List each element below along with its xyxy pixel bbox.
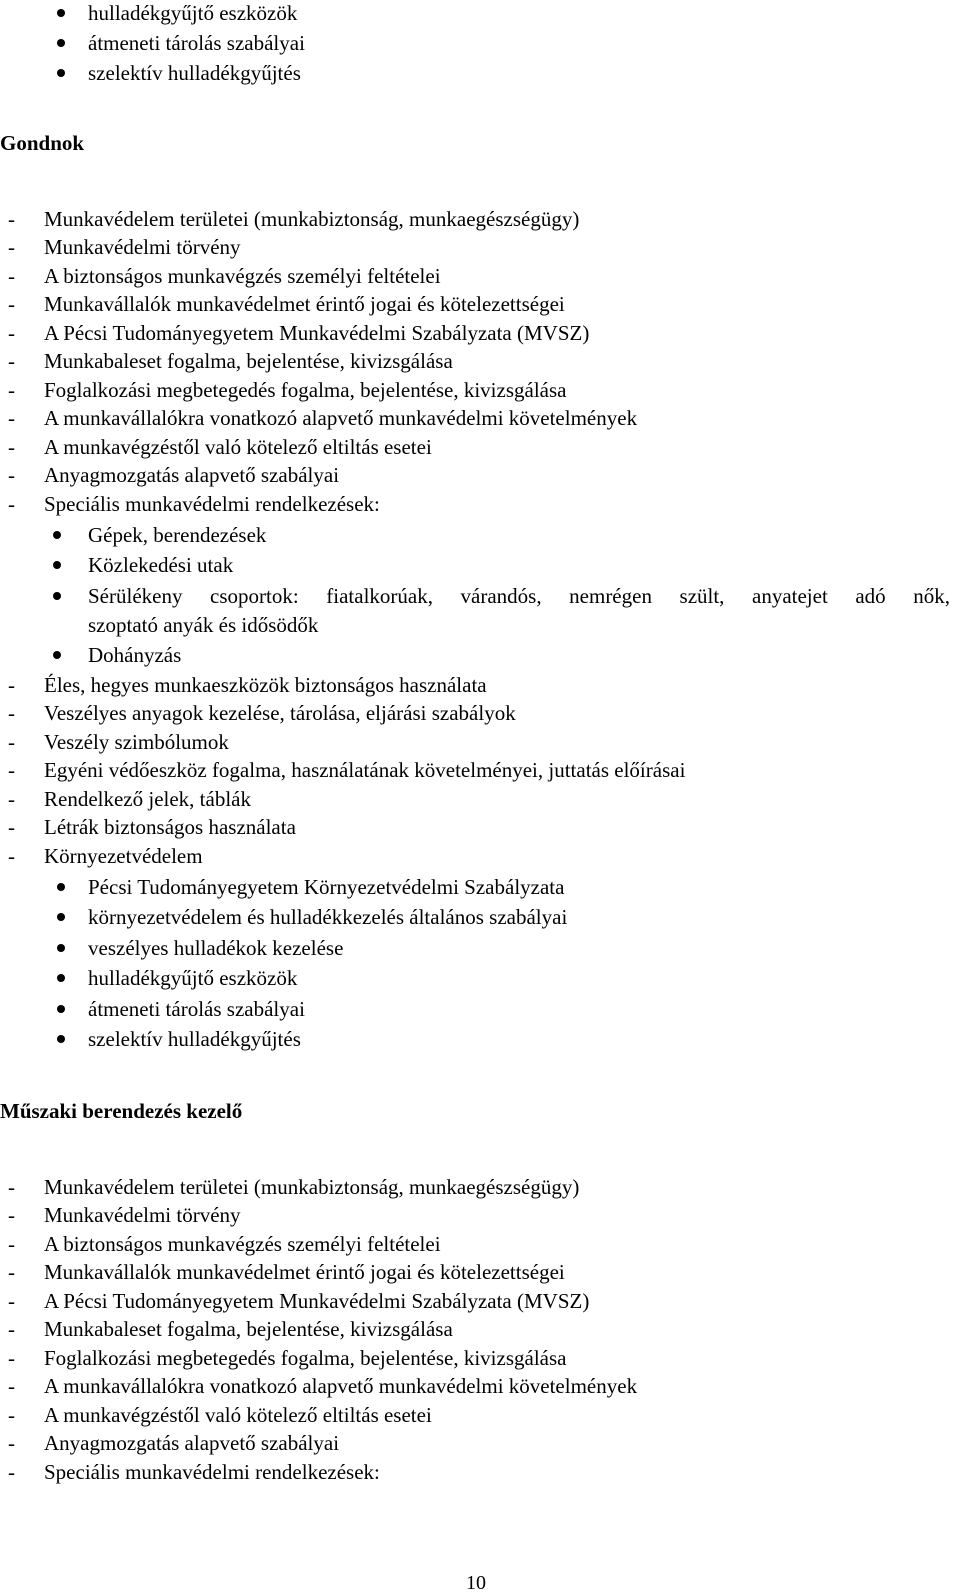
dash-marker: - — [8, 1460, 15, 1484]
dash-marker: - — [8, 730, 15, 754]
dash-marker: - — [8, 292, 15, 316]
bullet-dot-icon — [57, 1035, 65, 1043]
list-item: Munkavédelmi törvény — [44, 1203, 241, 1227]
list-item: Sérülékeny csoportok: fiatalkorúak, várandós, nemrégen szült, anyatejet adó nők, — [88, 584, 950, 608]
list-item: Rendelkező jelek, táblák — [44, 787, 251, 811]
list-item: Létrák biztonságos használata — [44, 815, 296, 839]
list-item: Anyagmozgatás alapvető szabályai — [44, 1431, 340, 1455]
list-item: átmeneti tárolás szabályai — [88, 31, 305, 55]
dash-marker: - — [8, 321, 15, 345]
list-item: Munkavállalók munkavédelmet érintő jogai és kötelezettségei — [44, 292, 565, 316]
dash-marker: - — [8, 758, 15, 782]
list-item: átmeneti tárolás szabályai — [88, 997, 305, 1021]
page-number: 10 — [466, 1572, 486, 1594]
list-item: Környezetvédelem — [44, 844, 203, 868]
dash-marker: - — [8, 701, 15, 725]
list-item: Anyagmozgatás alapvető szabályai — [44, 463, 340, 487]
list-item: A Pécsi Tudományegyetem Munkavédelmi Szabályzata (MVSZ) — [44, 321, 590, 345]
bullet-dot-icon — [57, 1005, 65, 1013]
dash-marker: - — [8, 1431, 15, 1455]
bullet-dot-icon — [57, 974, 65, 982]
dash-marker: - — [8, 435, 15, 459]
dash-marker: - — [8, 463, 15, 487]
list-item: környezetvédelem és hulladékkezelés általános szabályai — [88, 905, 568, 929]
list-item: Speciális munkavédelmi rendelkezések: — [44, 1460, 380, 1484]
list-item: hulladékgyűjtő eszközök — [88, 966, 298, 990]
bullet-dot-icon — [57, 913, 65, 921]
list-item: A munkavégzéstől való kötelező eltiltás esetei — [44, 435, 432, 459]
list-item: szelektív hulladékgyűjtés — [88, 61, 301, 85]
list-item: Éles, hegyes munkaeszközök biztonságos használata — [44, 673, 487, 697]
list-item: A biztonságos munkavégzés személyi feltételei — [44, 1232, 441, 1256]
list-item: A munkavállalókra vonatkozó alapvető munkavédelmi követelmények — [44, 1374, 638, 1398]
list-item: Munkabaleset fogalma, bejelentése, kivizsgálása — [44, 349, 453, 373]
bullet-dot-icon — [53, 651, 61, 659]
list-item: Közlekedési utak — [88, 553, 234, 577]
dash-marker: - — [8, 815, 15, 839]
list-item: A munkavégzéstől való kötelező eltiltás esetei — [44, 1403, 432, 1427]
bullet-dot-icon — [53, 561, 61, 569]
list-item: Foglalkozási megbetegedés fogalma, bejelentése, kivizsgálása — [44, 1346, 567, 1370]
list-item: Munkabaleset fogalma, bejelentése, kivizsgálása — [44, 1317, 453, 1341]
list-item: Munkavédelmi törvény — [44, 235, 241, 259]
dash-marker: - — [8, 1232, 15, 1256]
dash-marker: - — [8, 1175, 15, 1199]
list-item-continuation: szoptató anyák és idősödők — [88, 613, 319, 637]
list-item: szelektív hulladékgyűjtés — [88, 1027, 301, 1051]
dash-marker: - — [8, 349, 15, 373]
dash-marker: - — [8, 1203, 15, 1227]
dash-marker: - — [8, 1317, 15, 1341]
dash-marker: - — [8, 1260, 15, 1284]
list-item: Speciális munkavédelmi rendelkezések: — [44, 492, 380, 516]
bullet-dot-icon — [53, 531, 61, 539]
bullet-dot-icon — [57, 9, 65, 17]
dash-marker: - — [8, 1374, 15, 1398]
list-item: veszélyes hulladékok kezelése — [88, 936, 344, 960]
dash-marker: - — [8, 406, 15, 430]
list-item: A munkavállalókra vonatkozó alapvető munkavédelmi követelmények — [44, 406, 638, 430]
list-item: Munkavédelem területei (munkabiztonság, munkaegészségügy) — [44, 207, 580, 231]
dash-marker: - — [8, 673, 15, 697]
bullet-dot-icon — [57, 883, 65, 891]
list-item: Foglalkozási megbetegedés fogalma, bejelentése, kivizsgálása — [44, 378, 567, 402]
list-item: Veszélyes anyagok kezelése, tárolása, eljárási szabályok — [44, 701, 516, 725]
dash-marker: - — [8, 844, 15, 868]
bullet-dot-icon — [57, 944, 65, 952]
list-item: A Pécsi Tudományegyetem Munkavédelmi Szabályzata (MVSZ) — [44, 1289, 590, 1313]
list-item: Pécsi Tudományegyetem Környezetvédelmi Szabályzata — [88, 875, 565, 899]
dash-marker: - — [8, 378, 15, 402]
list-item: Munkavédelem területei (munkabiztonság, munkaegészségügy) — [44, 1175, 580, 1199]
bullet-dot-icon — [57, 69, 65, 77]
section-heading: Gondnok — [0, 131, 85, 155]
dash-marker: - — [8, 1346, 15, 1370]
list-item: Dohányzás — [88, 643, 182, 667]
list-item: Egyéni védőeszköz fogalma, használatának követelményei, juttatás előírásai — [44, 758, 686, 782]
dash-marker: - — [8, 264, 15, 288]
dash-marker: - — [8, 235, 15, 259]
bullet-dot-icon — [53, 592, 61, 600]
dash-marker: - — [8, 787, 15, 811]
list-item: hulladékgyűjtő eszközök — [88, 1, 298, 25]
list-item: Gépek, berendezések — [88, 523, 267, 547]
section-heading: Műszaki berendezés kezelő — [0, 1099, 243, 1123]
bullet-dot-icon — [57, 39, 65, 47]
list-item: A biztonságos munkavégzés személyi feltételei — [44, 264, 441, 288]
dash-marker: - — [8, 1289, 15, 1313]
dash-marker: - — [8, 207, 15, 231]
dash-marker: - — [8, 1403, 15, 1427]
list-item: Veszély szimbólumok — [44, 730, 229, 754]
list-item: Munkavállalók munkavédelmet érintő jogai és kötelezettségei — [44, 1260, 565, 1284]
dash-marker: - — [8, 492, 15, 516]
